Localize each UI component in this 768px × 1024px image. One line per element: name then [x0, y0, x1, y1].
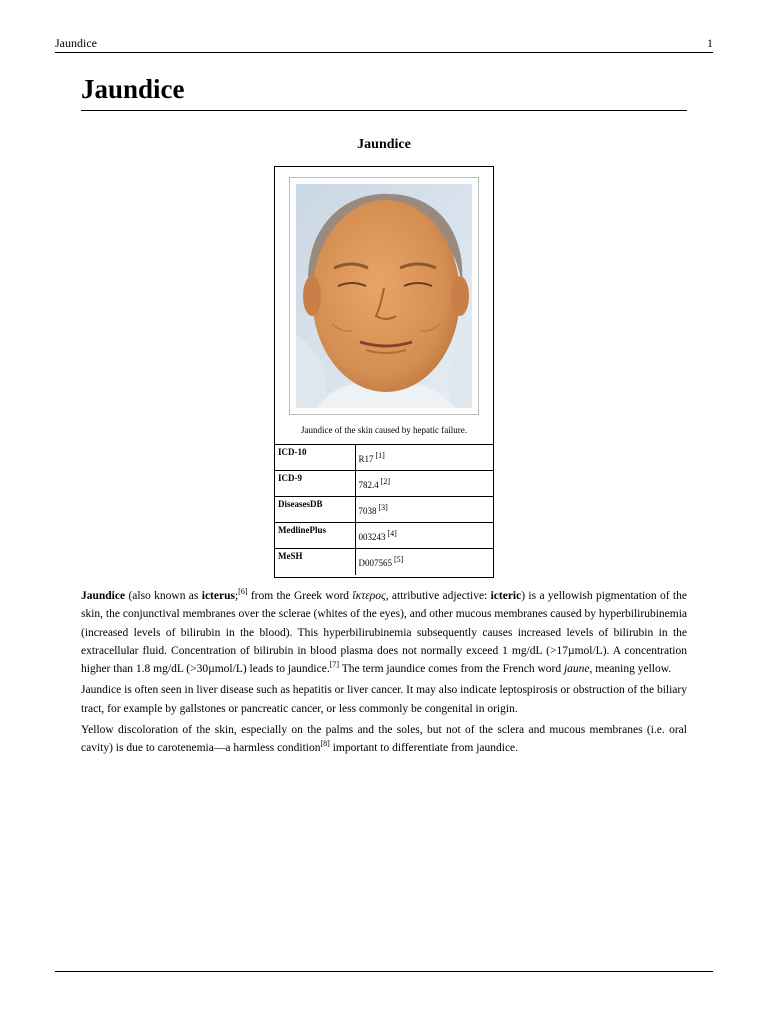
text-run: important to differentiate from jaundice. [329, 742, 519, 755]
reference-link[interactable]: [5] [394, 555, 404, 564]
table-row [275, 523, 493, 549]
row-key: ICD-9 [275, 471, 355, 497]
paragraph-intro [81, 587, 687, 678]
text-run: , meaning yellow. [589, 663, 672, 676]
row-value-cell [355, 445, 493, 471]
table-row [275, 497, 493, 523]
reference-link[interactable]: [8] [320, 739, 330, 749]
row-value-cell [355, 471, 493, 497]
text-run: ) is a yellowish pigmentation of the skin, the conjunctival membranes over the sclerae (whites of the eyes), and other mucous membranes caused by hyperbilirubinemia (increased levels of bilirubin in the blood). This hyperbilirubinemia subsequently causes increased levels of bilirubin in the extracellular fluid. Concentration of bilirubin in blood plasma does not normally exceed 1 mg/dL (>17µmol/L). A concentration higher than 1.8 mg/dL (>30µmol/L) leads to jaundice. [81, 590, 687, 676]
text-run: (also known as [125, 590, 202, 602]
french-word: jaune [563, 663, 590, 676]
title-rule [81, 110, 687, 111]
infobox-codes-table [275, 444, 493, 575]
table-row [275, 549, 493, 575]
row-value[interactable]: 782.4 [358, 480, 379, 490]
table-row [275, 445, 493, 471]
row-value[interactable]: 003243 [358, 532, 386, 542]
text-run: , attributive adjective: [385, 590, 491, 602]
running-header-title: Jaundice [55, 36, 97, 50]
infobox-heading: Jaundice [357, 137, 411, 152]
article-body [81, 587, 687, 761]
row-key: ICD-10 [275, 445, 355, 471]
row-key: DiseasesDB [275, 497, 355, 523]
text-run: The term jaundice comes from the French word [339, 663, 564, 676]
reference-link[interactable]: [4] [387, 529, 397, 538]
greek-word: ἴκτερος [352, 590, 386, 602]
row-value[interactable]: D007565 [358, 558, 392, 568]
patient-photo[interactable] [296, 184, 472, 408]
infobox [274, 166, 494, 578]
text-run: Yellow discoloration of the skin, especially on the palms and the soles, but not of the sclera and mucous membranes (i.e. oral cavity) is due to carotenemia—a harmless condition [81, 724, 687, 755]
row-value-cell [355, 523, 493, 549]
row-value-cell [355, 549, 493, 575]
row-value-cell [355, 497, 493, 523]
text-run: from the Greek word [247, 590, 353, 602]
page-title: Jaundice [81, 74, 185, 104]
reference-link[interactable]: [3] [378, 503, 388, 512]
reference-link[interactable]: [1] [375, 451, 385, 460]
reference-link[interactable]: [7] [329, 660, 340, 670]
patient-photo-graphic [296, 184, 472, 408]
row-value[interactable]: R17 [358, 454, 374, 464]
reference-link[interactable]: [6] [238, 587, 248, 596]
term-icterus: icterus [201, 590, 235, 602]
row-value[interactable]: 7038 [358, 506, 377, 516]
image-caption: Jaundice of the skin caused by hepatic failure. [301, 425, 467, 435]
page-number: 1 [707, 36, 713, 50]
running-header [55, 36, 713, 53]
term-icteric: icteric [490, 590, 522, 602]
photo-frame [289, 177, 479, 415]
text-run: ; [234, 590, 239, 602]
reference-link[interactable]: [2] [380, 477, 391, 486]
row-key: MedlinePlus [275, 523, 355, 549]
paragraph-carotenemia [81, 721, 687, 758]
table-row [275, 471, 493, 497]
paragraph-causes: Jaundice is often seen in liver disease such as hepatitis or liver cancer. It may also indicate leptospirosis or obstruction of the biliary tract, for example by gallstones or pancreatic cancer, or less commonly be congenital in origin. [81, 684, 687, 715]
footer-rule [55, 971, 713, 972]
row-key: MeSH [275, 549, 355, 575]
term-jaundice: Jaundice [81, 590, 126, 602]
